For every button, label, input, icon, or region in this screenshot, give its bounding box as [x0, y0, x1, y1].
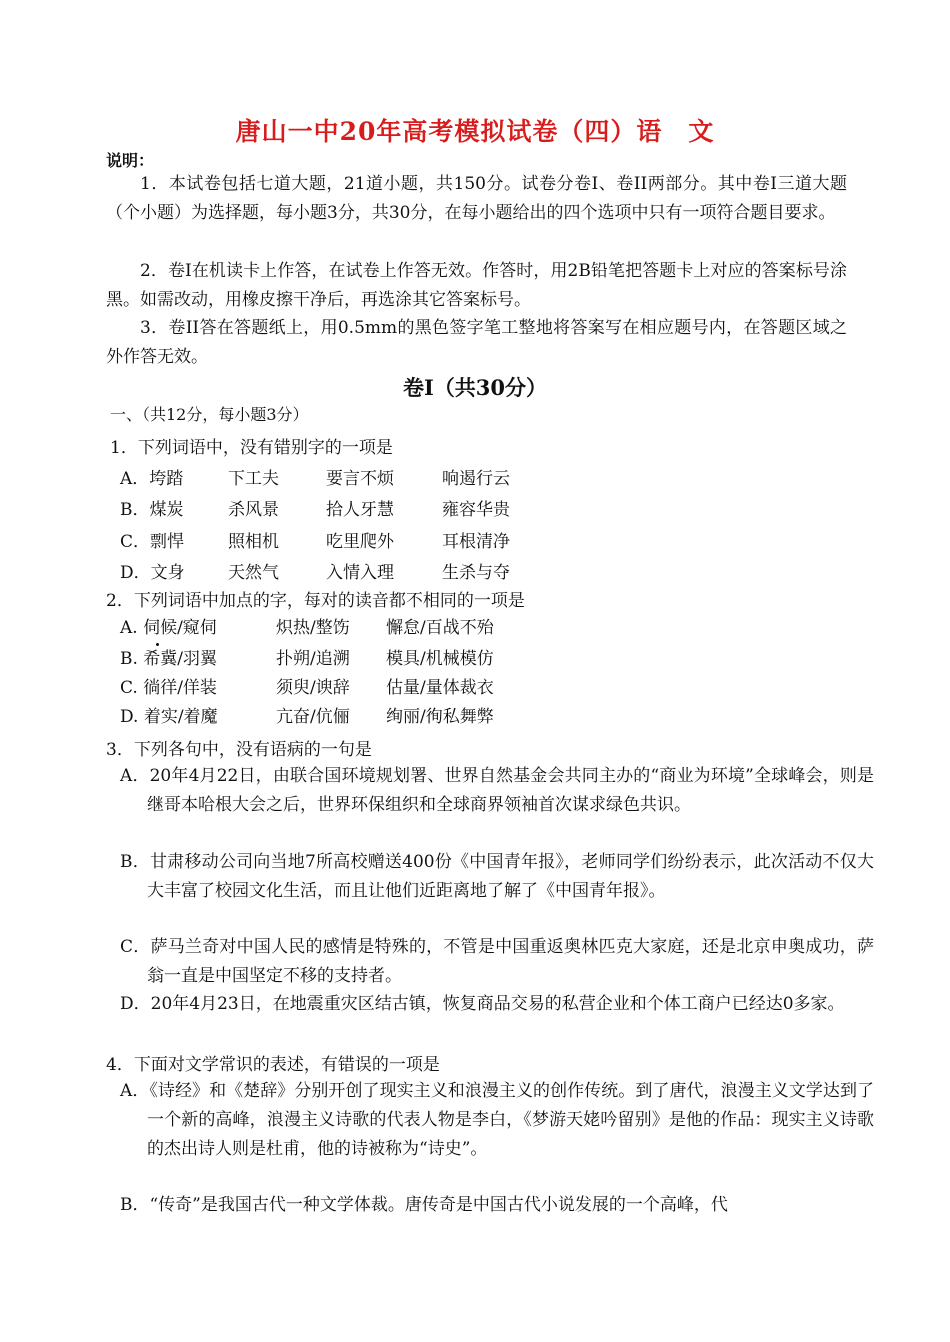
- section-title: 卷I（共30分）: [402, 375, 548, 400]
- q4-option-a: A．《诗经》和《楚辞》分别开创了现实主义和浪漫主义的创作传统。到了唐代，浪漫主义文学达到了一个新的高峰，浪漫主义诗歌的代表人物是李白，《梦游天姥吟留别》是他的作品：现实主义诗歌的杰出诗人则是杜甫，他的诗被称为“诗史”。: [120, 1081, 874, 1159]
- q2-option-a: [120, 613, 494, 638]
- q1-option-b: [120, 495, 510, 520]
- option-word: 吃里爬外: [326, 532, 394, 552]
- option-word: 要言不烦: [326, 469, 394, 489]
- question-1-stem: 1．下列词语中，没有错别字的一项是: [110, 438, 393, 458]
- option-word: 生杀与夺: [442, 563, 510, 583]
- instruction-1: 1．本试卷包括七道大题，21道小题，共150分。试卷分卷I、卷II两部分。其中卷I三道大题（个小题）为选择题，每小题3分，共30分，在每小题给出的四个选项中只有一项符合题目要求。: [106, 174, 847, 223]
- option-word: 炽热/整饬: [276, 618, 350, 638]
- option-word: 懈怠/百战不殆: [386, 618, 494, 638]
- option-word: 估量/量体裁衣: [386, 678, 494, 698]
- option-word: 照相机: [228, 532, 279, 552]
- option-word: 亢奋/伉俪: [276, 707, 350, 727]
- option-word: 扑朔/追溯: [276, 649, 350, 669]
- q4-option-b: B．“传奇”是我国古代一种文学体裁。唐传奇是中国古代小说发展的一个高峰，代: [120, 1195, 728, 1215]
- option-word: 雍容华贵: [442, 500, 510, 520]
- q3-option-c: C．萨马兰奇对中国人民的感情是特殊的，不管是中国重返奥林匹克大家庭，还是北京申奥成功，萨翁一直是中国坚定不移的支持者。: [120, 937, 874, 986]
- option-word: 模具/机械模仿: [386, 649, 494, 669]
- q1-option-d: [120, 558, 510, 583]
- q2-option-d: [120, 702, 494, 727]
- option-word: 下工夫: [228, 469, 279, 489]
- option-word: 天然气: [228, 563, 279, 583]
- option-word: C. 徜徉/佯装: [120, 678, 217, 698]
- option-word: 绚丽/徇私舞弊: [386, 707, 494, 727]
- q1-option-c: [120, 527, 510, 552]
- option-word: 耳根清净: [442, 532, 510, 552]
- option-word: 入情入理: [326, 563, 394, 583]
- part-header: 一、（共12分，每小题3分）: [110, 405, 309, 424]
- q3-option-a: A．20年4月22日，由联合国环境规划署、世界自然基金会共同主办的“商业为环境”全球峰会，则是继哥本哈根大会之后，世界环保组织和全球商界领袖首次谋求绿色共识。: [120, 766, 874, 815]
- option-word: 拾人牙慧: [326, 500, 394, 520]
- q2-option-c: [120, 673, 494, 698]
- option-word: B．煤炭: [120, 500, 184, 520]
- option-word: A. 伺候/窥伺: [120, 618, 217, 638]
- option-word: D. 着实/着魔: [120, 707, 218, 727]
- question-4-stem: 4．下面对文学常识的表述，有错误的一项是: [106, 1055, 440, 1075]
- option-word: 响遏行云: [442, 469, 510, 489]
- option-word: C．剽悍: [120, 532, 185, 552]
- exam-title: 唐山一中20年高考模拟试卷（四）语 文: [235, 117, 715, 146]
- option-word: B. 希冀/羽翼: [120, 649, 218, 669]
- q2-option-b: [120, 644, 494, 669]
- question-2-stem: 2．下列词语中加点的字，每对的读音都不相同的一项是: [106, 591, 525, 611]
- option-word: A．垮踏: [120, 469, 184, 489]
- instruction-2: 2．卷I在机读卡上作答，在试卷上作答无效。作答时，用2B铅笔把答题卡上对应的答案标号涂黑。如需改动，用橡皮擦干净后，再选涂其它答案标号。: [106, 261, 847, 310]
- q3-option-b: B．甘肃移动公司向当地7所高校赠送400份《中国青年报》，老师同学们纷纷表示，此次活动不仅大大丰富了校园文化生活，而且让他们近距离地了解了《中国青年报》。: [120, 852, 874, 901]
- instruction-3: 3．卷II答在答题纸上，用0.5mm的黑色签字笔工整地将答案写在相应题号内，在答题区域之外作答无效。: [106, 318, 847, 367]
- option-word: 杀风景: [228, 500, 279, 520]
- instructions-label: 说明：: [106, 151, 155, 170]
- question-3-stem: 3．下列各句中，没有语病的一句是: [106, 740, 372, 760]
- q3-option-d: D．20年4月23日，在地震重灾区结古镇，恢复商品交易的私营企业和个体工商户已经达0多家。: [120, 994, 845, 1014]
- q1-option-a: [120, 464, 510, 489]
- option-word: D．文身: [120, 563, 185, 583]
- option-word: 须臾/谀辞: [276, 678, 350, 698]
